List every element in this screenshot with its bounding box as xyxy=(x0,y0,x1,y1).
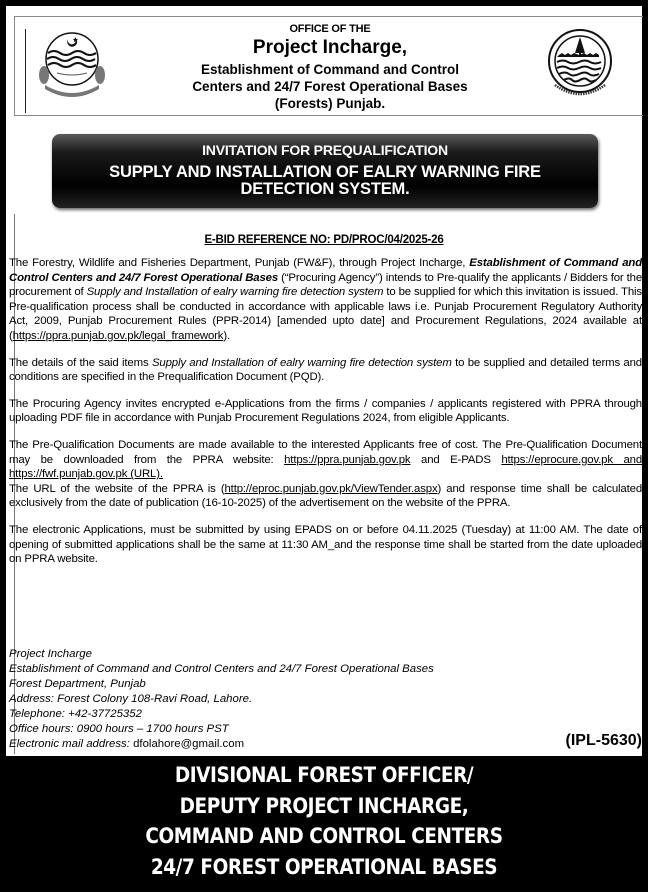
subtitle-line: Centers and 24/7 Forest Operational Bases xyxy=(192,79,468,94)
epads-links[interactable]: https://eprocure.gov.pk and https://fwf.punjab.gov.pk (URL). xyxy=(9,453,642,481)
footer-line: 24/7 FOREST OPERATIONAL BASES xyxy=(150,854,498,879)
text: ). xyxy=(223,329,230,342)
ebid-reference: E-BID REFERENCE NO: PD/PROC/04/2025-26 xyxy=(204,234,444,246)
email-link[interactable]: dfolahore@gmail.com xyxy=(133,738,245,750)
contact-block xyxy=(9,647,509,752)
email-label: Electronic mail address: xyxy=(9,738,134,750)
notice-body xyxy=(9,256,642,579)
footer-signature xyxy=(39,760,609,882)
text: The Forestry, Wildlife and Fisheries Department, Punjab (FW&F), through Project Incharge, xyxy=(9,257,470,269)
office-of-label: OFFICE OF THE xyxy=(289,23,371,35)
header-text xyxy=(115,17,545,112)
contact-hours: Office hours: 0900 hours – 1700 hours PST xyxy=(9,723,229,735)
punjab-forest-department-emblem-icon xyxy=(547,27,613,99)
agency-name: Establishment of Command and Control Centers and 24/7 Forest Operational Bases xyxy=(9,257,643,284)
header-box xyxy=(14,16,643,116)
ipl-code: (IPL-5630) xyxy=(565,732,642,749)
text: The details of the said items xyxy=(9,356,152,369)
office-title: Project Incharge, xyxy=(252,37,408,58)
ppra-website-link[interactable]: https://ppra.punjab.gov.pk xyxy=(284,453,411,466)
legal-framework-link[interactable]: https://ppra.punjab.gov.pk/legal_framework xyxy=(12,329,224,342)
punjab-government-emblem-icon xyxy=(35,25,109,105)
text: to be supplied and detailed terms and conditions are specified in the Prequalification Document (PQD). xyxy=(9,356,642,384)
paragraph-url xyxy=(9,482,642,511)
footer-line: DEPUTY PROJECT INCHARGE, xyxy=(179,793,469,818)
procurement-item: Supply and Installation of ealry warning fire detection system xyxy=(86,286,384,299)
text: ) and response time shall be calculated exclusively from the date of publication (16-10-2025) of the advertisement on the website of the PPRA. xyxy=(9,482,642,510)
office-subtitle xyxy=(115,61,545,112)
text: The URL of the website of the PPRA is ( xyxy=(9,482,225,495)
paragraph-documents xyxy=(9,438,642,482)
banner-heading: INVITATION FOR PREQUALIFICATION xyxy=(202,142,448,158)
paragraph-submission: The electronic Applications, must be submitted by using EPADS on or before 04.11.2025 (Tuesday) at 11:00 AM. The date of opening of submitted applications shall be the same at 11:30 AM_and the response time shall be started from the date uploaded on PPRA website. xyxy=(9,523,642,566)
contact-address: Address: Forest Colony 108-Ravi Road, Lahore. xyxy=(9,693,253,705)
contact-title: Project Incharge xyxy=(9,648,92,660)
paragraph-details xyxy=(9,356,642,385)
contact-telephone: Telephone: +42-37725352 xyxy=(9,708,142,720)
contact-email-row xyxy=(9,737,509,752)
text: The Pre-Qualification Documents are made available to the interested Applicants free of cost. The Pre-Qualification Document may be downloaded from the PPRA website: xyxy=(9,438,642,466)
subtitle-line: (Forests) Punjab. xyxy=(274,96,386,111)
paragraph-intro xyxy=(9,256,642,344)
footer-line: COMMAND AND CONTROL CENTERS xyxy=(145,824,503,848)
footer-line: DIVISIONAL FOREST OFFICER/ xyxy=(174,763,474,787)
text: to be supplied for which this invitation is issued. This Pre-qualification process shall be conducted in accordance with applicable laws i.e. Punjab Procurement Regulatory Authority Act, 2009, Punjab Procurement Rules (PPR-2014) [amended upto date] and Procurement Regulations, 2024 available at ( xyxy=(9,286,642,342)
subtitle-line: Establishment of Command and Control xyxy=(200,62,459,77)
view-tender-link[interactable]: http://eproc.punjab.gov.pk/ViewTender.aspx xyxy=(224,482,438,495)
procurement-item: Supply and Installation of ealry warning fire detection system xyxy=(151,356,452,369)
paragraph-invitation: The Procuring Agency invites encrypted e-Applications from the firms / companies / applicants registered with PPRA through uploading PDF file in accordance with Punjab Procurement Regulations 2024, from eligible Applicants. xyxy=(9,397,642,425)
text: (“Procuring Agency”) intends to Pre-qualify the applicants / Bidders for the procurement of xyxy=(9,271,643,299)
banner-subject-line: SUPPLY AND INSTALLATION OF EALRY WARNING FIRE xyxy=(109,163,541,181)
contact-org: Establishment of Command and Control Centers and 24/7 Forest Operational Bases xyxy=(9,663,434,675)
invitation-banner xyxy=(52,134,598,208)
banner-subject-line: DETECTION SYSTEM. xyxy=(240,180,410,198)
contact-dept: Forest Department, Punjab xyxy=(9,678,146,690)
divider xyxy=(25,29,26,113)
text: and E-PADS xyxy=(410,453,502,466)
banner-subject xyxy=(52,164,598,198)
